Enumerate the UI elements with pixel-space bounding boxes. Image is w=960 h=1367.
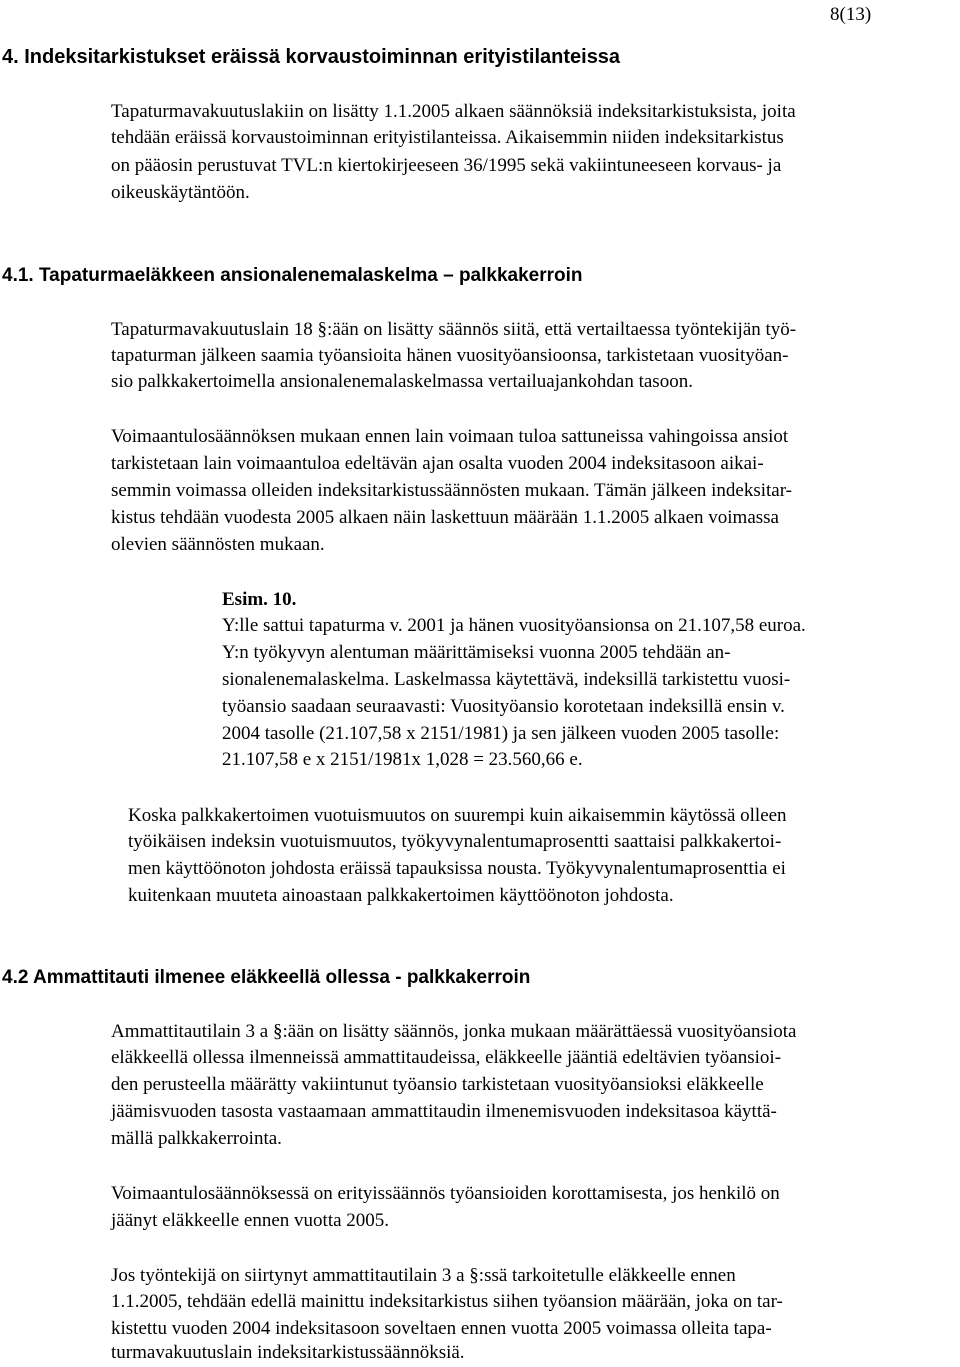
section-4-1-para1-line: Tapaturmavakuutuslain 18 §:ään on lisätty säännös siitä, että vertailtaessa työntekijän työ- — [111, 319, 797, 340]
section-4-2-para2-line: jäänyt eläkkeelle ennen vuotta 2005. — [111, 1210, 390, 1231]
section-4-1-para3-line: kuitenkaan muuteta ainoastaan palkkakertoimen käyttöönoton johdosta. — [128, 885, 674, 906]
section-4-1-para2-line: olevien säännösten mukaan. — [111, 534, 325, 555]
section-4-intro-line: Tapaturmavakuutuslakiin on lisätty 1.1.2005 alkaen säännöksiä indeksitarkistuksista, joita — [111, 101, 796, 122]
example-line: 21.107,58 e x 2151/1981x 1,028 = 23.560,66 e. — [222, 749, 583, 770]
section-4-intro-line: on pääosin perustuvat TVL:n kiertokirjeeseen 36/1995 sekä vakiintuneeseen korvaus- ja — [111, 155, 782, 176]
section-4-2-para1-line: mällä palkkakerrointa. — [111, 1128, 282, 1149]
section-4-1-para2-line: tarkistetaan lain voimaantuloa edeltävän ajan osalta vuoden 2004 indeksitasoon aikai- — [111, 453, 764, 474]
section-4-1-para1-line: tapaturman jälkeen saamia työansioita hänen vuosityöansioonsa, tarkistetaan vuosityöan- — [111, 345, 789, 366]
section-4-2-para1-line: Ammattitautilain 3 a §:ään on lisätty säännös, jonka mukaan määrättäessä vuosityöansiota — [111, 1021, 797, 1042]
section-4-1-para3-line: työikäisen indeksin vuotuismuutos, työkyvynalentumaprosentti saattaisi palkkakertoi- — [128, 831, 782, 852]
section-4-2-para1-line: den perusteella määrätty vakiintunut työansio tarkistetaan vuosityöansioksi eläkkeelle — [111, 1074, 764, 1095]
example-line: sionalenemalaskelma. Laskelmassa käytettävä, indeksillä tarkistettu vuosi- — [222, 669, 791, 690]
section-4-2-heading: 4.2 Ammattitauti ilmenee eläkkeellä ollessa - palkkakerroin — [2, 967, 531, 988]
section-4-2-para1-line: jäämisvuoden tasosta vastaamaan ammattitaudin ilmenemisvuoden indeksitasoa käyttä- — [111, 1101, 777, 1122]
page-number: 8(13) — [830, 4, 872, 25]
section-4-1-para1-line: sio palkkakertoimella ansionalenemalaskelmassa vertailuajankohdan tasoon. — [111, 371, 693, 392]
example-line: Y:lle sattui tapaturma v. 2001 ja hänen vuosityöansionsa on 21.107,58 euroa. — [222, 615, 806, 636]
example-title: Esim. 10. — [222, 589, 297, 610]
example-line: Y:n työkyvyn alentuman määrittämiseksi vuonna 2005 tehdään an- — [222, 642, 731, 663]
section-4-2-para3-line: kistettu vuoden 2004 indeksitasoon soveltaen ennen vuotta 2005 voimassa olleita tapa- — [111, 1318, 772, 1339]
example-line: 2004 tasolle (21.107,58 x 2151/1981) ja sen jälkeen vuoden 2005 tasolle: — [222, 723, 780, 744]
section-4-2-para3-line: turmavakuutuslain indeksitarkistussäännöksiä. — [111, 1342, 465, 1363]
section-4-2-para1-line: eläkkeellä ollessa ilmenneissä ammattitaudeissa, eläkkeelle jääntiä edeltävien työansioi- — [111, 1047, 782, 1068]
section-4-1-para3-line: Koska palkkakertoimen vuotuismuutos on suurempi kuin aikaisemmin käytössä olleen — [128, 805, 787, 826]
section-4-1-para2-line: semmin voimassa olleiden indeksitarkistussäännösten mukaan. Tämän jälkeen indeksitar- — [111, 480, 792, 501]
section-4-1-para2-line: Voimaantulosäännöksen mukaan ennen lain voimaan tuloa sattuneissa vahingoissa ansiot — [111, 426, 789, 447]
section-4-heading: 4. Indeksitarkistukset eräissä korvaustoiminnan erityistilanteissa — [2, 46, 621, 68]
section-4-1-heading: 4.1. Tapaturmaeläkkeen ansionalenemalaskelma – palkkakerroin — [2, 265, 583, 286]
section-4-2-para3-line: Jos työntekijä on siirtynyt ammattitautilain 3 a §:ssä tarkoitetulle eläkkeelle ennen — [111, 1265, 736, 1286]
section-4-1-para3-line: men käyttöönoton johdosta eräissä tapauksissa nousta. Työkyvynalentumaprosenttia ei — [128, 858, 786, 879]
section-4-intro-line: oikeuskäytäntöön. — [111, 182, 250, 203]
section-4-2-para2-line: Voimaantulosäännöksessä on erityissäännös työansioiden korottamisesta, jos henkilö on — [111, 1183, 780, 1204]
example-line: työansio saadaan seuraavasti: Vuosityöansio korotetaan indeksillä ensin v. — [222, 696, 785, 717]
section-4-2-para3-line: 1.1.2005, tehdään edellä mainittu indeksitarkistus siihen työansion määrään, joka on tar- — [111, 1291, 783, 1312]
section-4-intro-line: tehdään eräissä korvaustoiminnan erityistilanteissa. Aikaisemmin niiden indeksitarkistus — [111, 127, 784, 148]
section-4-1-para2-line: kistus tehdään vuodesta 2005 alkaen näin laskettuun määrään 1.1.2005 alkaen voimassa — [111, 507, 779, 528]
